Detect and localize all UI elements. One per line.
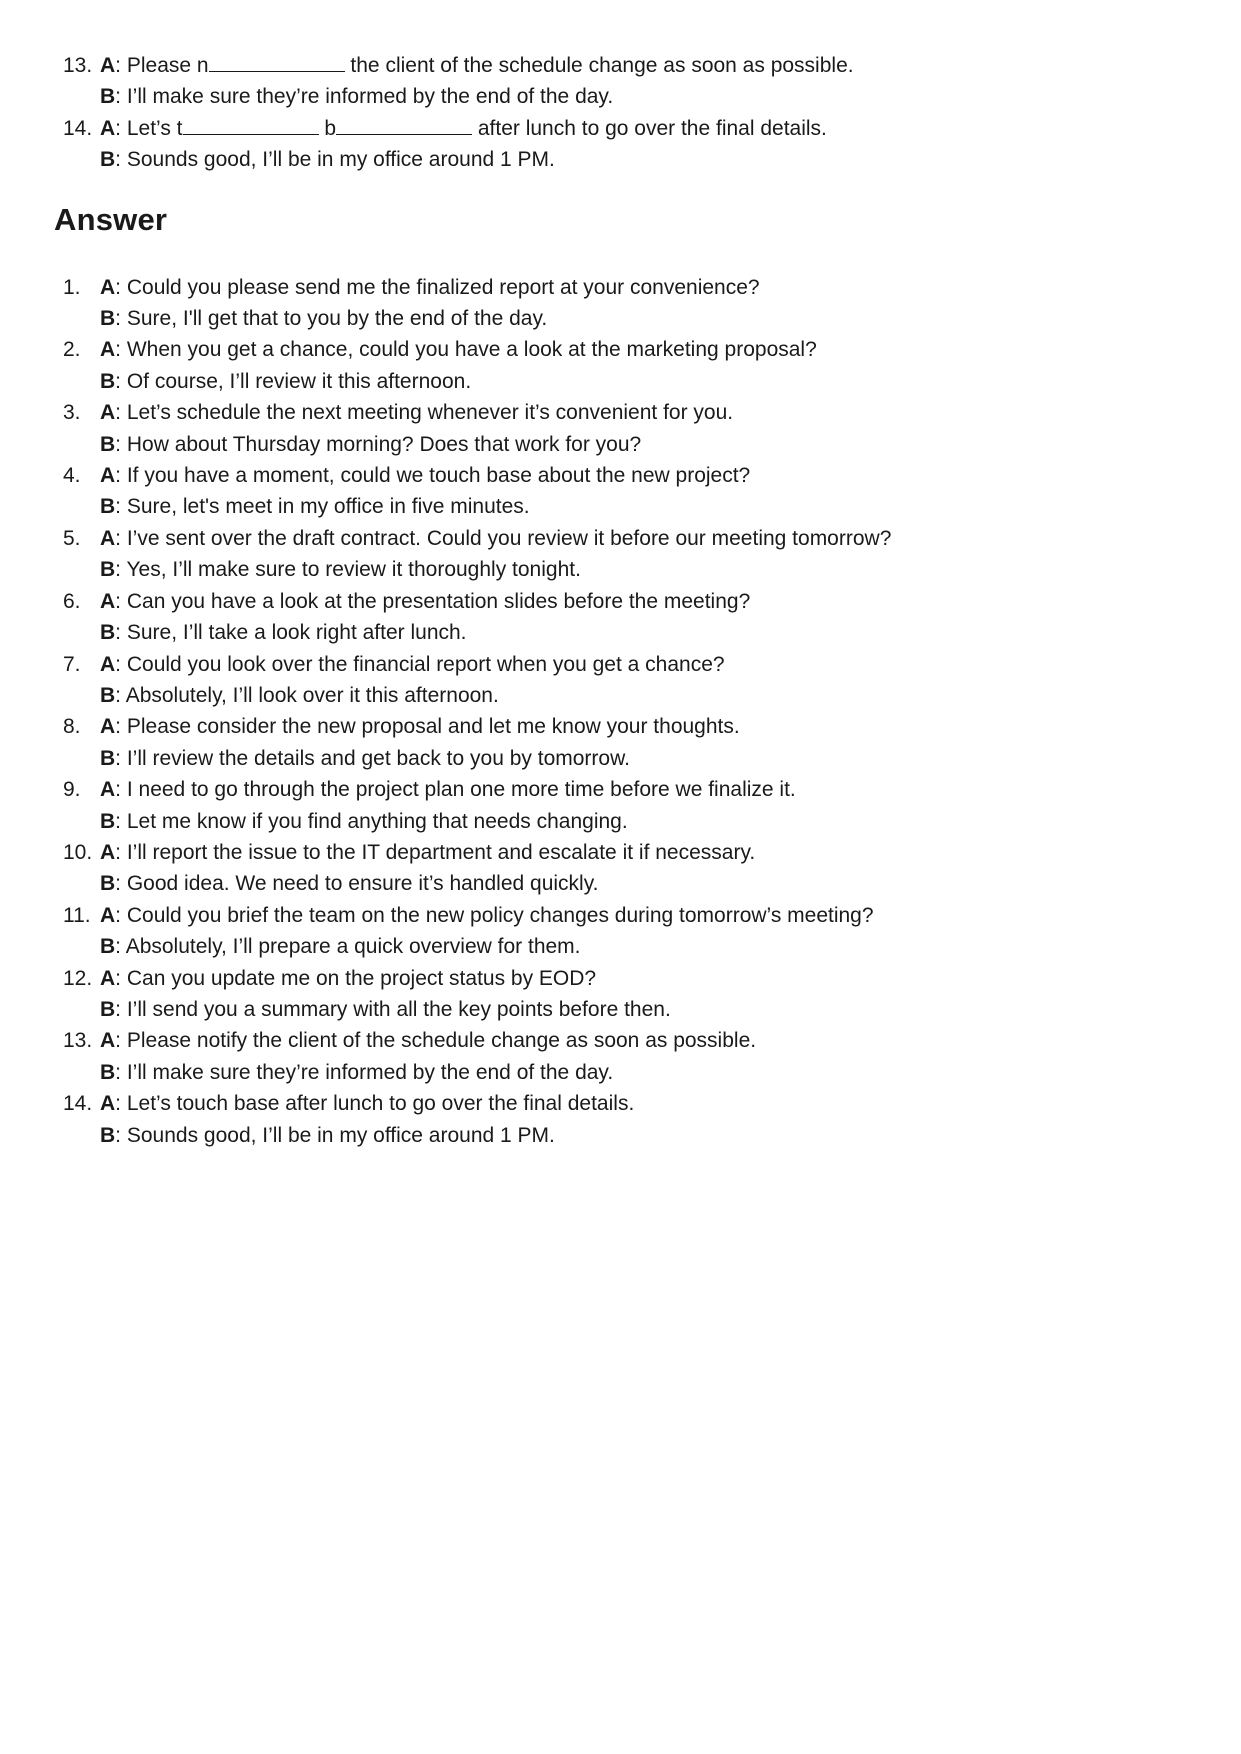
colon: :	[115, 621, 127, 645]
dialogue-line-a	[63, 837, 1181, 868]
dialogue-text-b: Sure, let's meet in my office in five minutes.	[126, 495, 530, 519]
colon: :	[115, 683, 126, 707]
colon: :	[115, 840, 127, 864]
colon: :	[115, 526, 127, 550]
dialogue-item	[63, 523, 1181, 586]
dialogue-line-b	[63, 81, 1181, 112]
dialogue-line-b	[63, 743, 1181, 774]
dialogue-text-a: I’ve sent over the draft contract. Could you review it before our meeting tomorrow?	[126, 526, 892, 550]
dialogue-text-a: I’ll report the issue to the IT department and escalate it if necessary.	[126, 840, 756, 864]
speaker-b-label: B	[100, 307, 116, 331]
dialogue-line-a	[63, 397, 1181, 428]
dialogue-item	[63, 711, 1181, 774]
dialogue-item	[63, 334, 1181, 397]
dialogue-item	[63, 837, 1181, 900]
colon: :	[115, 935, 126, 959]
dialogue-line-b	[63, 491, 1181, 522]
speaker-a-label: A	[100, 526, 116, 550]
dialogue-line-b	[63, 806, 1181, 837]
colon: :	[115, 1029, 127, 1053]
speaker-a-label: A	[100, 54, 116, 77]
speaker-b-label: B	[100, 148, 116, 172]
dialogue-line-a	[63, 50, 1181, 81]
speaker-a-label: A	[100, 652, 116, 676]
dialogue-line-a	[63, 523, 1181, 554]
colon: :	[115, 369, 127, 393]
dialogue-line-a	[63, 900, 1181, 931]
speaker-a-label: A	[100, 401, 116, 425]
item-number: 7.	[63, 652, 81, 676]
fill-in-blank	[209, 51, 345, 72]
dialogue-line-b	[63, 1057, 1181, 1088]
dialogue-item	[63, 774, 1181, 837]
dialogue-text-a: When you get a chance, could you have a look at the marketing proposal?	[126, 338, 817, 362]
colon: :	[115, 589, 127, 613]
dialogue-text-a: I need to go through the project plan one more time before we finalize it.	[126, 778, 796, 802]
dialogue-text-a: Let’s schedule the next meeting whenever it’s convenient for you.	[126, 401, 734, 425]
colon: :	[115, 275, 127, 299]
dialogue-text-a: Please n the client of the schedule change as soon as possible.	[127, 54, 854, 77]
colon: :	[115, 116, 127, 140]
colon: :	[115, 148, 127, 172]
colon: :	[115, 746, 127, 770]
item-number: 5.	[63, 526, 81, 550]
dialogue-text-a: Could you brief the team on the new policy changes during tomorrow’s meeting?	[126, 903, 874, 927]
speaker-a-label: A	[100, 715, 116, 739]
colon: :	[115, 778, 127, 802]
speaker-b-label: B	[100, 809, 116, 833]
dialogue-line-a	[63, 1088, 1181, 1119]
colon: :	[115, 715, 127, 739]
dialogue-line-a	[63, 334, 1181, 365]
dialogue-text-a: Could you look over the financial report when you get a chance?	[126, 652, 725, 676]
colon: :	[115, 903, 127, 927]
speaker-a-label: A	[100, 903, 116, 927]
colon: :	[115, 966, 127, 990]
dialogue-line-a	[63, 649, 1181, 680]
item-number: 1.	[63, 275, 81, 299]
item-number: 11.	[63, 903, 91, 927]
dialogue-line-b	[63, 617, 1181, 648]
item-number: 14.	[63, 1092, 93, 1116]
fill-in-blank	[336, 114, 472, 135]
speaker-b-label: B	[100, 872, 116, 896]
colon: :	[115, 1123, 127, 1147]
colon: :	[115, 401, 127, 425]
speaker-a-label: A	[100, 1092, 116, 1116]
dialogue-line-b	[63, 931, 1181, 962]
speaker-b-label: B	[100, 997, 116, 1021]
dialogue-line-a	[63, 963, 1181, 994]
dialogue-item	[63, 460, 1181, 523]
speaker-a-label: A	[100, 778, 116, 802]
speaker-b-label: B	[100, 621, 116, 645]
item-number: 13.	[63, 54, 93, 77]
dialogue-text-b: Yes, I’ll make sure to review it thoroughly tonight.	[126, 558, 581, 582]
colon: :	[115, 307, 127, 331]
dialogue-line-b	[63, 994, 1181, 1025]
dialogue-item	[63, 649, 1181, 712]
dialogue-item	[63, 50, 1181, 113]
dialogue-text-b: I’ll review the details and get back to you by tomorrow.	[126, 746, 630, 770]
colon: :	[115, 338, 127, 362]
dialogue-line-a	[63, 272, 1181, 303]
speaker-a-label: A	[100, 338, 116, 362]
item-number: 9.	[63, 778, 81, 802]
speaker-b-label: B	[100, 85, 116, 109]
dialogue-item	[63, 900, 1181, 963]
dialogue-item	[63, 1088, 1181, 1151]
colon: :	[115, 1092, 127, 1116]
item-number: 12.	[63, 966, 93, 990]
speaker-b-label: B	[100, 935, 116, 959]
dialogue-text-b: I’ll send you a summary with all the key points before then.	[126, 997, 671, 1021]
dialogue-line-b	[63, 144, 1181, 175]
speaker-b-label: B	[100, 432, 116, 456]
item-number: 4.	[63, 464, 81, 488]
dialogue-text-b: Sure, I’ll take a look right after lunch.	[126, 621, 467, 645]
colon: :	[115, 464, 127, 488]
fill-in-blank	[183, 114, 319, 135]
colon: :	[115, 85, 127, 109]
speaker-b-label: B	[100, 746, 116, 770]
dialogue-text-b: Let me know if you find anything that needs changing.	[126, 809, 628, 833]
dialogue-line-b	[63, 366, 1181, 397]
speaker-b-label: B	[100, 495, 116, 519]
dialogue-text-a: Let’s touch base after lunch to go over the final details.	[126, 1092, 635, 1116]
dialogue-text-b: Absolutely, I’ll look over it this afternoon.	[125, 683, 499, 707]
dialogue-line-b	[63, 1120, 1181, 1151]
answer-heading: Answer	[54, 201, 168, 237]
speaker-a-label: A	[100, 589, 116, 613]
colon: :	[115, 558, 127, 582]
dialogue-line-b	[63, 680, 1181, 711]
dialogue-line-a	[63, 460, 1181, 491]
dialogue-item	[63, 586, 1181, 649]
item-number: 14.	[63, 116, 93, 140]
answer-list	[54, 272, 1181, 1151]
item-number: 8.	[63, 715, 81, 739]
dialogue-item	[63, 272, 1181, 335]
dialogue-line-b	[63, 554, 1181, 585]
item-number: 10.	[63, 840, 93, 864]
dialogue-text-b: Good idea. We need to ensure it’s handled quickly.	[126, 872, 599, 896]
speaker-a-label: A	[100, 966, 116, 990]
dialogue-text-a: Please consider the new proposal and let me know your thoughts.	[126, 715, 740, 739]
speaker-a-label: A	[100, 840, 116, 864]
dialogue-text-b: I’ll make sure they’re informed by the end of the day.	[126, 1060, 614, 1084]
dialogue-item	[63, 397, 1181, 460]
dialogue-line-a	[63, 1025, 1181, 1056]
colon: :	[115, 54, 127, 77]
dialogue-line-a	[63, 586, 1181, 617]
item-number: 13.	[63, 1029, 93, 1053]
speaker-b-label: B	[100, 369, 116, 393]
colon: :	[115, 432, 127, 456]
item-number: 3.	[63, 401, 81, 425]
dialogue-text-b: Absolutely, I’ll prepare a quick overview for them.	[125, 935, 581, 959]
item-number: 6.	[63, 589, 81, 613]
item-number: 2.	[63, 338, 81, 362]
dialogue-text-a: Please notify the client of the schedule change as soon as possible.	[126, 1029, 757, 1053]
speaker-b-label: B	[100, 1123, 116, 1147]
dialogue-text-a: Can you have a look at the presentation slides before the meeting?	[126, 589, 751, 613]
dialogue-text-a: If you have a moment, could we touch base about the new project?	[126, 464, 751, 488]
colon: :	[115, 652, 127, 676]
colon: :	[115, 872, 127, 896]
dialogue-line-b	[63, 429, 1181, 460]
colon: :	[115, 1060, 127, 1084]
exercise-questions	[54, 50, 1181, 176]
dialogue-text-a: Could you please send me the finalized report at your convenience?	[126, 275, 760, 299]
colon: :	[115, 997, 127, 1021]
dialogue-item	[63, 113, 1181, 176]
dialogue-text-b: Of course, I’ll review it this afternoon.	[126, 369, 472, 393]
colon: :	[115, 809, 127, 833]
dialogue-line-a	[63, 711, 1181, 742]
dialogue-item	[63, 963, 1181, 1026]
dialogue-line-a	[63, 774, 1181, 805]
dialogue-text-b: How about Thursday morning? Does that work for you?	[126, 432, 642, 456]
speaker-b-label: B	[100, 683, 116, 707]
dialogue-text-a: Let’s t b after lunch to go over the final details.	[127, 117, 827, 140]
speaker-a-label: A	[100, 116, 116, 140]
dialogue-text-b: Sure, I'll get that to you by the end of the day.	[126, 307, 548, 331]
speaker-b-label: B	[100, 1060, 116, 1084]
dialogue-item	[63, 1025, 1181, 1088]
speaker-b-label: B	[100, 558, 116, 582]
dialogue-line-b	[63, 303, 1181, 334]
speaker-a-label: A	[100, 1029, 116, 1053]
speaker-a-label: A	[100, 464, 116, 488]
speaker-a-label: A	[100, 275, 116, 299]
dialogue-line-a	[63, 113, 1181, 144]
dialogue-text-b: I’ll make sure they’re informed by the end of the day.	[126, 85, 614, 109]
dialogue-text-b: Sounds good, I’ll be in my office around 1 PM.	[126, 148, 555, 172]
dialogue-text-a: Can you update me on the project status by EOD?	[126, 966, 597, 990]
colon: :	[115, 495, 127, 519]
dialogue-text-b: Sounds good, I’ll be in my office around 1 PM.	[126, 1123, 555, 1147]
dialogue-line-b	[63, 868, 1181, 899]
